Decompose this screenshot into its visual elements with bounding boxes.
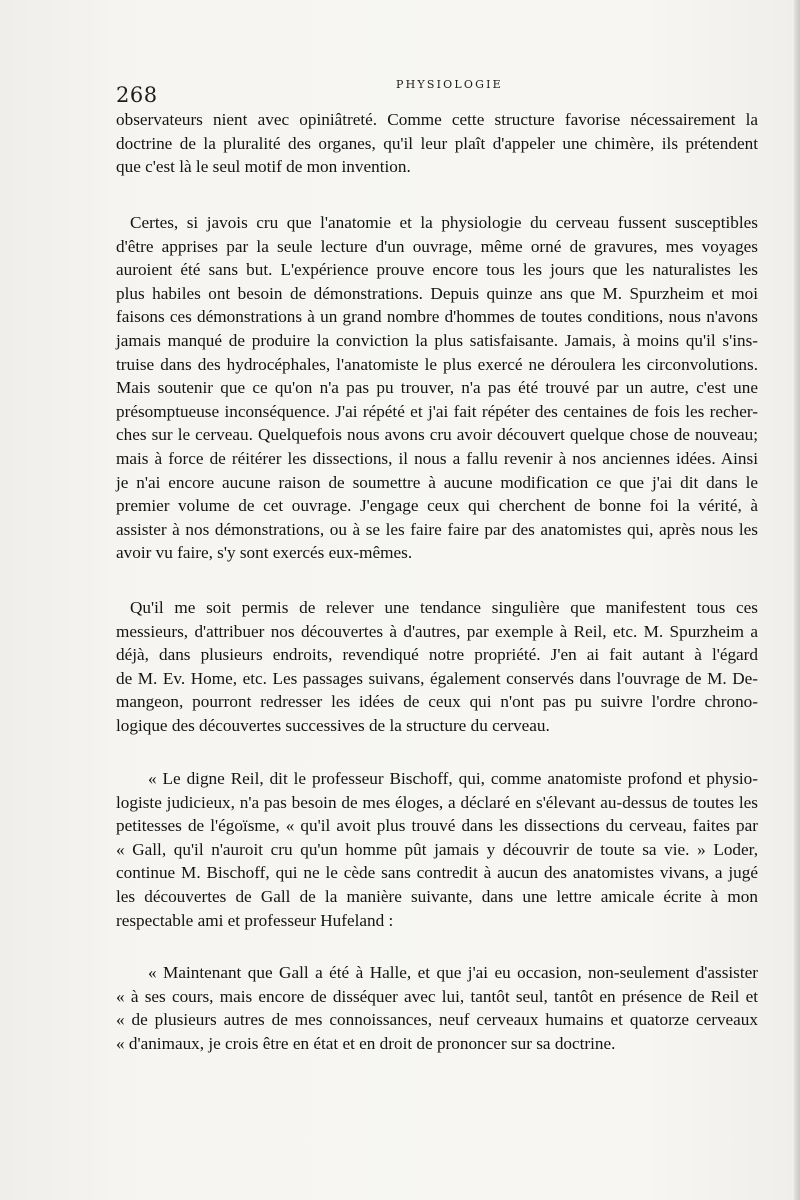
paragraph-line: de M. Ev. Home, etc. Les passages suivans, également conservés dans l'ouvrage de M. De-: [116, 668, 758, 688]
paragraph-line: logiste judicieux, n'a pas besoin de mes éloges, a déclaré en s'élevant au-dessus de toutes les: [116, 792, 758, 812]
paragraph-line: jamais manqué de produire la conviction la plus satisfaisante. Jamais, à moins qu'il s'ins-: [116, 330, 758, 350]
paragraph-line: d'être apprises par la seule lecture d'un ouvrage, même orné de gravures, mes voyages: [116, 236, 758, 256]
paragraph-line: logique des découvertes successives de la structure du cerveau.: [116, 715, 550, 735]
paragraph-5-quotation: [116, 961, 758, 1055]
paragraph-line: continue M. Bischoff, qui ne le cède sans contredit à aucun des anatomistes vivans, a jugé: [116, 863, 758, 883]
quotation-line: « d'animaux, je crois être en état et en droit de prononcer sur sa doctrine.: [116, 1033, 616, 1053]
paragraph-line: que c'est là le seul motif de mon invention.: [116, 157, 411, 177]
page-number: 268: [116, 83, 158, 107]
paragraph-line: je n'ai encore aucune raison de soumettre à aucune modification ce que j'ai dit dans le: [116, 472, 758, 492]
quotation-line: « Maintenant que Gall a été à Halle, et que j'ai eu occasion, non-seulement d'assister: [148, 963, 758, 982]
quotation-line: « de plusieurs autres de mes connoissances, neuf cerveaux humains et quatorze cerveaux: [116, 1010, 758, 1030]
paragraph-1: [116, 108, 758, 179]
paragraph-line: respectable ami et professeur Hufeland :: [116, 910, 394, 930]
paragraph-line: plus habiles ont besoin de démonstrations. Depuis quinze ans que M. Spurzheim et moi: [116, 283, 758, 303]
paragraph-line: truise dans des hydrocéphales, l'anatomiste le plus exercé ne déroulera les circonvolutions.: [116, 354, 758, 374]
paragraph-line: petitesses de l'égoïsme, « qu'il avoit plus trouvé dans les dissections du cerveau, faites par: [116, 816, 758, 836]
paragraph-2: [116, 211, 758, 565]
paragraph-line: mais à force de réitérer les dissections, il nous a fallu revenir à nos anciennes idées. Ainsi: [116, 448, 758, 468]
running-title: PHYSIOLOGIE: [396, 78, 503, 91]
paragraph-line: déjà, dans plusieurs endroits, revendiqué notre propriété. J'en ai fait autant à l'égard: [116, 645, 758, 665]
paragraph-line: doctrine de la pluralité des organes, qu'il leur plaît d'appeler une chimère, ils prétendent: [116, 133, 758, 153]
paragraph-line: « Gall, qu'il n'auroit cru qu'un homme pût jamais y découvrir de toute sa vie. » Loder,: [116, 839, 758, 859]
paragraph-line: les découvertes de Gall de la manière suivante, dans une lettre amicale écrite à mon: [116, 886, 758, 906]
paragraph-line: mangeon, pourront redresser les idées de ceux qui n'ont pas pu suivre l'ordre chrono-: [116, 692, 758, 712]
paragraph-line: avoir vu faire, s'y sont exercés eux-mêmes.: [116, 543, 413, 563]
quotation-line: « à ses cours, mais encore de disséquer avec lui, tantôt seul, tantôt en présence de Reil et: [116, 986, 758, 1006]
paragraph-line: Mais soutenir que ce qu'on n'a pas pu trouver, n'a pas été trouvé par un autre, c'est une: [116, 378, 758, 398]
paragraph-line: Qu'il me soit permis de relever une tendance singulière que manifestent tous ces: [130, 598, 758, 617]
paragraph-3: [116, 596, 758, 738]
paragraph-line: Certes, si javois cru que l'anatomie et la physiologie du cerveau fussent susceptibles: [130, 213, 758, 232]
paragraph-line: assister à nos démonstrations, ou à se les faire faire par des anatomistes qui, après nous les: [116, 519, 758, 539]
paragraph-line: présomptueuse inconséquence. J'ai répété et j'ai fait répéter des centaines de fois les recher-: [116, 401, 758, 421]
paragraph-4-quotation: [116, 767, 758, 932]
paragraph-line: premier volume de cet ouvrage. J'engage ceux qui cherchent de bonne foi la vérité, à: [116, 496, 758, 516]
paragraph-line: ches sur le cerveau. Quelquefois nous avons cru avoir découvert quelque chose de nouveau;: [116, 425, 758, 445]
page-edge-shadow: [794, 0, 800, 1200]
paragraph-line: observateurs nient avec opiniâtreté. Comme cette structure favorise nécessairement la: [116, 110, 758, 129]
paragraph-line: auroient été sans but. L'expérience prouve encore tous les jours que les naturalistes les: [116, 260, 758, 280]
paragraph-line: messieurs, d'attribuer nos découvertes à d'autres, par exemple à Reil, etc. M. Spurzheim a: [116, 621, 758, 641]
paragraph-line: « Le digne Reil, dit le professeur Bischoff, qui, comme anatomiste profond et physio-: [148, 769, 758, 788]
paragraph-line: faisons ces démonstrations à un grand nombre d'hommes de toutes conditions, nous n'avons: [116, 307, 758, 327]
